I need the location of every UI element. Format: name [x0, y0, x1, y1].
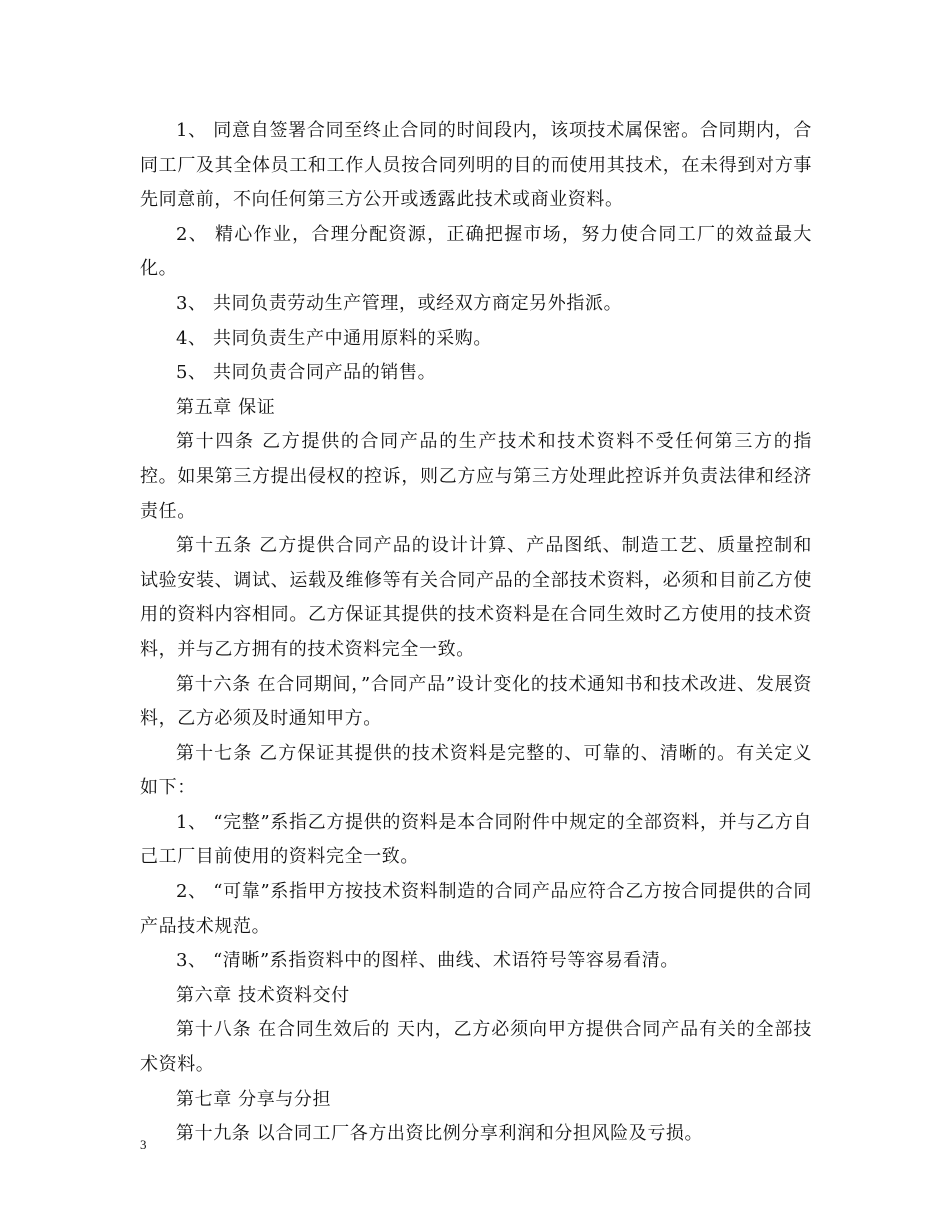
- chapter-heading-technical-documents: 第六章 技术资料交付: [176, 984, 350, 1006]
- document-body: [140, 114, 812, 1152]
- article-14: 第十四条 乙方提供的合同产品的生产技术和技术资料不受任何第三方的指控。如果第三方提出侵权的控诉，则乙方应与第三方处理此控诉并负责法律和经济责任。: [140, 431, 812, 522]
- paragraph-labor-management: 3、 共同负责劳动生产管理，或经双方商定另外指派。: [176, 292, 623, 314]
- paragraph-confidentiality: 1、 同意自签署合同至终止合同的时间段内，该项技术属保密。合同期内，合同工厂及其全体员工和工作人员按合同列明的目的而使用其技术，在未得到对方事先同意前，不向任何第三方公开或透露此技术或商业资料。: [140, 120, 812, 211]
- definition-complete: 1、 “完整”系指乙方提供的资料是本合同附件中规定的全部资料，并与乙方自己工厂目前使用的资料完全一致。: [140, 811, 812, 868]
- definition-reliable: 2、 “可靠”系指甲方按技术资料制造的合同产品应符合乙方按合同提供的合同产品技术规范。: [140, 881, 812, 937]
- chapter-heading-sharing: 第七章 分享与分担: [176, 1088, 332, 1110]
- paragraph-material-purchase: 4、 共同负责生产中通用原料的采购。: [176, 327, 492, 349]
- chapter-heading-guarantee: 第五章 保证: [176, 396, 276, 418]
- page-number: 3: [140, 1137, 147, 1152]
- paragraph-product-sales: 5、 共同负责合同产品的销售。: [176, 362, 437, 384]
- paragraph-operations: 2、 精心作业，合理分配资源，正确把握市场，努力使合同工厂的效益最大化。: [140, 223, 812, 280]
- article-16: 第十六条 在合同期间，”合同产品”设计变化的技术通知书和技术改进、发展资料，乙方必须及时通知甲方。: [140, 673, 812, 730]
- article-18: 第十八条 在合同生效后的 天内，乙方必须向甲方提供合同产品有关的全部技术资料。: [140, 1019, 812, 1076]
- article-17: 第十七条 乙方保证其提供的技术资料是完整的、可靠的、清晰的。有关定义如下：: [140, 742, 812, 799]
- article-19: 第十九条 以合同工厂各方出资比例分享利润和分担风险及亏损。: [176, 1123, 704, 1145]
- definition-clear: 3、 “清晰”系指资料中的图样、曲线、术语符号等容易看清。: [176, 950, 679, 972]
- article-15: 第十五条 乙方提供合同产品的设计计算、产品图纸、制造工艺、质量控制和试验安装、调试、运载及维修等有关合同产品的全部技术资料，必须和目前乙方使用的资料内容相同。乙方保证其提供的技术资料是在合同生效时乙方使用的技术资料，并与乙方拥有的技术资料完全一致。: [140, 535, 812, 660]
